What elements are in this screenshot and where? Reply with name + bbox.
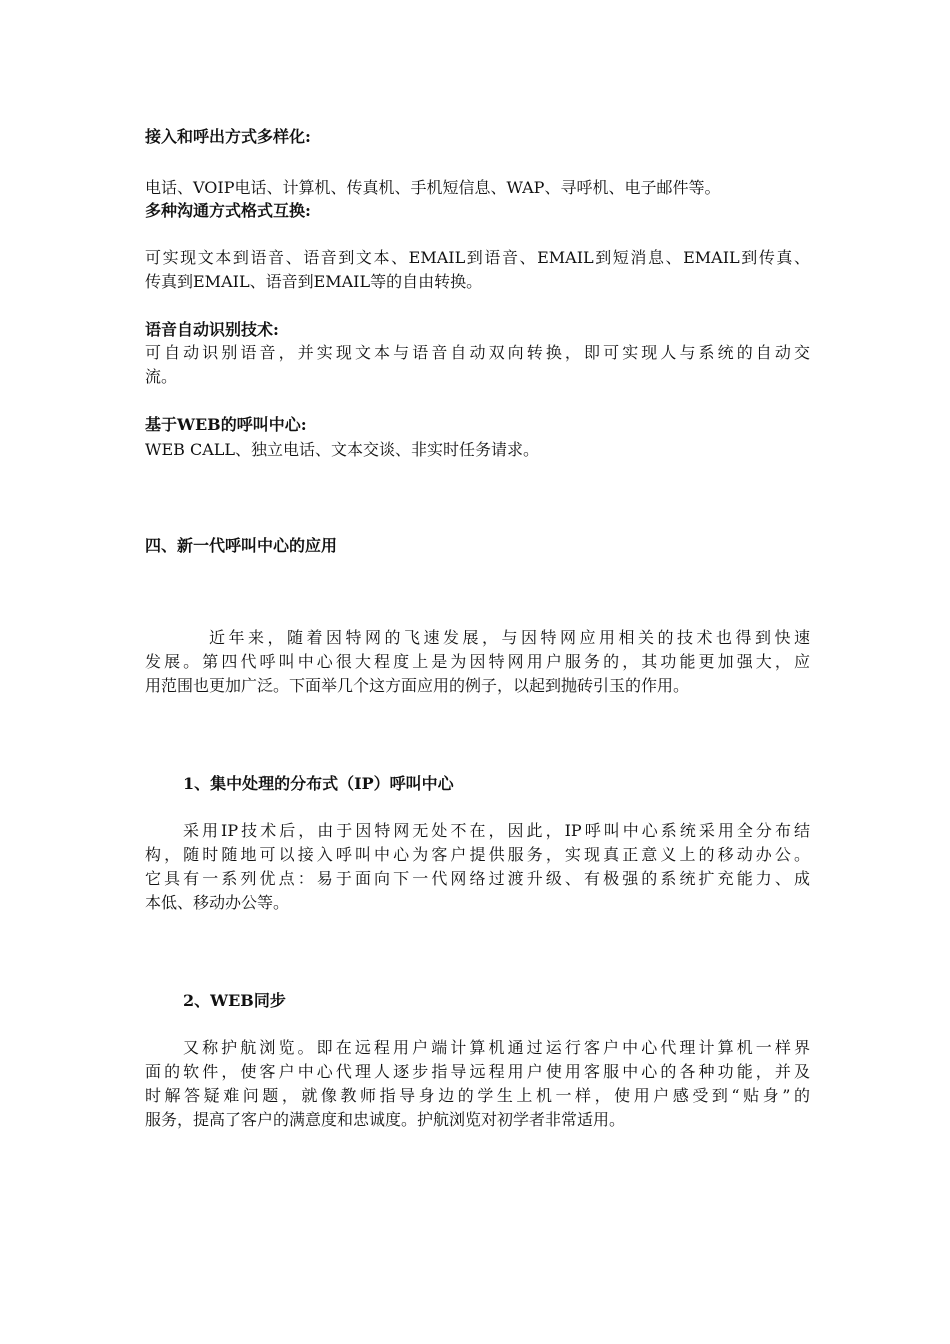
text-line: 本低、移动办公等。	[145, 893, 290, 912]
heading-chapter4: 四、新一代呼叫中心的应用	[145, 536, 338, 555]
text-line: 流。	[145, 367, 178, 386]
text-access: 电话、VOIP电话、计算机、传真机、手机短信息、WAP、寻呼机、电子邮件等。	[145, 178, 721, 197]
heading-item1: 1、集中处理的分布式（IP）呼叫中心	[183, 774, 454, 793]
paragraph-item2	[145, 1036, 810, 1132]
text-line: 传真到EMAIL、语音到EMAIL等的自由转换。	[145, 272, 483, 291]
paragraph-chapter4	[145, 626, 810, 698]
text-line: 用范围也更加广泛。下面举几个这方面应用的例子，以起到抛砖引玉的作用。	[145, 676, 690, 695]
text-line: 面的软件，使客户中心代理人逐步指导远程用户使用客服中心的各种功能，并及	[145, 1062, 810, 1081]
text-line: 采用IP技术后，由于因特网无处不在，因此，IP呼叫中心系统采用全分布结	[183, 821, 810, 840]
heading-access: 接入和呼出方式多样化:	[145, 127, 311, 146]
heading-asr: 语音自动识别技术:	[145, 320, 279, 339]
paragraph-format	[145, 246, 810, 294]
paragraph-item1	[145, 819, 810, 915]
text-line: 可自动识别语音，并实现文本与语音自动双向转换，即可实现人与系统的自动交	[145, 343, 810, 362]
text-line: 时解答疑难问题，就像教师指导身边的学生上机一样，使用户感受到“贴身”的	[145, 1086, 810, 1105]
text-line: 服务，提高了客户的满意度和忠诚度。护航浏览对初学者非常适用。	[145, 1110, 626, 1129]
heading-web: 基于WEB的呼叫中心:	[145, 415, 307, 434]
heading-item2: 2、WEB同步	[183, 991, 286, 1010]
text-web: WEB CALL、独立电话、文本交谈、非实时任务请求。	[145, 440, 540, 459]
text-line: 又称护航浏览。即在远程用户端计算机通过运行客户中心代理计算机一样界	[183, 1038, 810, 1057]
text-line: 构，随时随地可以接入呼叫中心为客户提供服务，实现真正意义上的移动办公。	[145, 845, 810, 864]
paragraph-asr	[145, 341, 810, 389]
heading-format: 多种沟通方式格式互换:	[145, 201, 311, 220]
text-line: 可实现文本到语音、语音到文本、EMAIL到语音、EMAIL到短消息、EMAIL到传真、	[145, 248, 810, 267]
text-line: 近年来，随着因特网的飞速发展，与因特网应用相关的技术也得到快速	[209, 628, 810, 647]
text-line: 它具有一系列优点：易于面向下一代网络过渡升级、有极强的系统扩充能力、成	[145, 869, 810, 888]
text-line: 发展。第四代呼叫中心很大程度上是为因特网用户服务的，其功能更加强大，应	[145, 652, 810, 671]
